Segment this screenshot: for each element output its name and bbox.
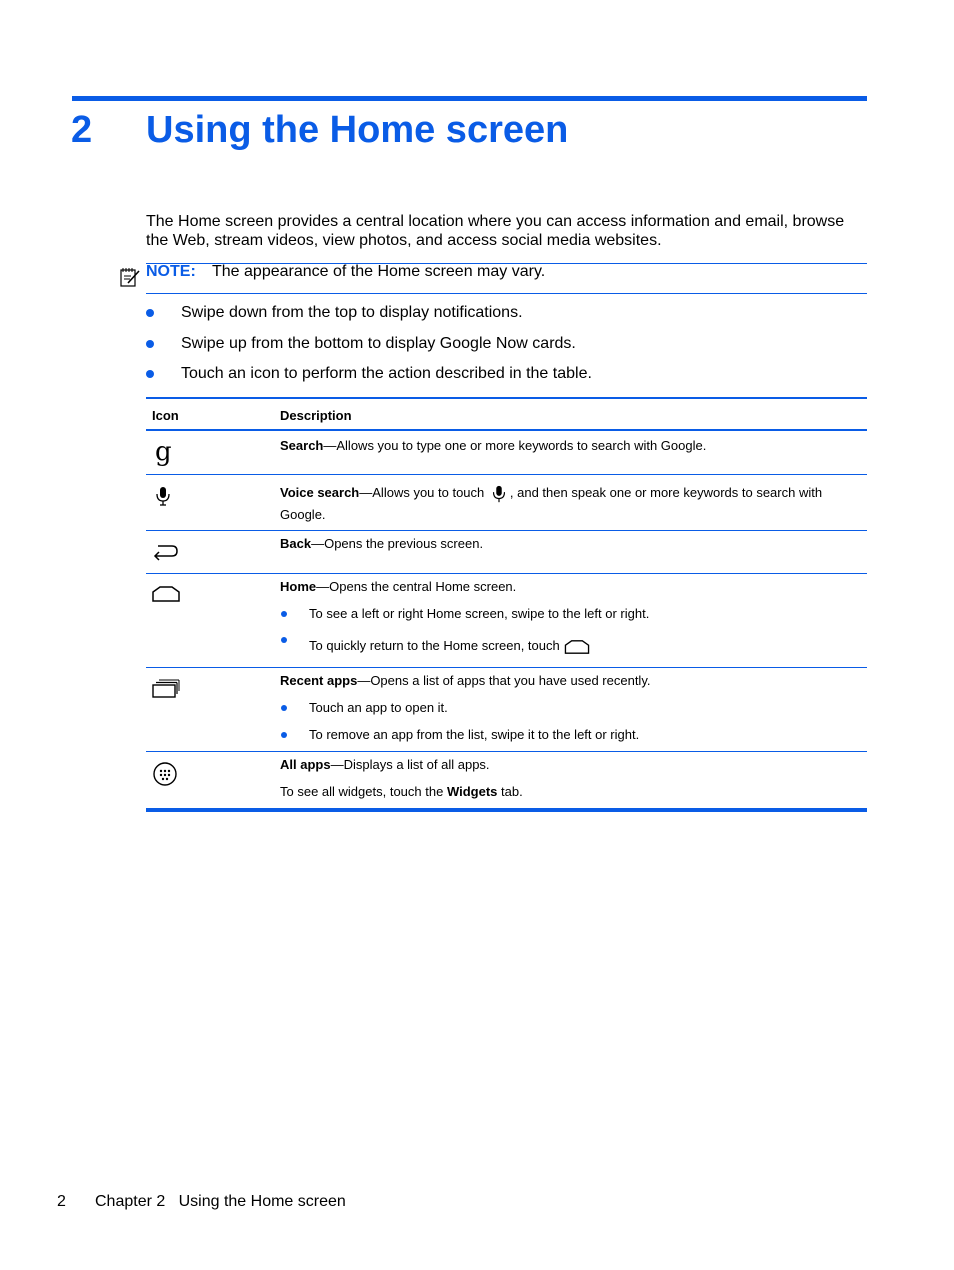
back-icon (152, 541, 180, 561)
list-item: To remove an app from the list, swipe it to the left or right. (280, 724, 860, 746)
row-title: Home (280, 579, 317, 594)
row-title: Search (280, 438, 324, 453)
intro-paragraph: The Home screen provides a central location where you can access information and email, browse the Web, stream videos, view photos, and access social media websites. (146, 213, 845, 249)
home-icon (152, 585, 180, 603)
list-item (146, 303, 592, 334)
header-icon-column: Icon (152, 408, 179, 423)
row-description: —Allows you to touch (359, 485, 485, 500)
table-row (146, 431, 867, 475)
row-description: —Opens the previous screen. (311, 536, 484, 551)
bullet-icon (281, 637, 287, 643)
table-header-row (146, 399, 867, 431)
widgets-tab-label: Widgets (446, 784, 498, 799)
list-item-text: Swipe up from the bottom to display Google Now cards. (181, 334, 576, 352)
row-description: Google. (280, 507, 326, 522)
list-item: To see a left or right Home screen, swipe to the left or right. (280, 603, 860, 625)
bullet-icon (146, 340, 154, 348)
recent-apps-icon (152, 679, 180, 699)
list-item: To quickly return to the Home screen, touch (280, 635, 860, 657)
row-title: Voice search (280, 485, 360, 500)
row-title: Back (280, 536, 312, 551)
note-icon (119, 266, 141, 288)
list-item: Touch an app to open it. (280, 697, 860, 719)
row-description: —Displays a list of all apps. (330, 757, 490, 772)
note-text: The appearance of the Home screen may vary. (212, 263, 546, 280)
bullet-icon (146, 309, 154, 317)
all-apps-icon (152, 761, 178, 787)
row-description: —Opens a list of apps that you have used recently. (357, 673, 651, 688)
list-item (146, 334, 592, 365)
row-description: —Opens the central Home screen. (316, 579, 517, 594)
footer-chapter-label: Chapter 2 Using the Home screen (95, 1193, 346, 1210)
table-row (146, 475, 867, 531)
instruction-list (146, 303, 592, 395)
microphone-icon (488, 484, 510, 504)
note-box (146, 263, 867, 294)
bullet-icon (281, 705, 287, 711)
microphone-icon (152, 485, 174, 507)
google-search-icon (152, 439, 174, 467)
list-item-text: Touch an icon to perform the action described in the table. (181, 365, 592, 382)
chapter-rule (72, 96, 867, 101)
chapter-number: 2 (71, 109, 93, 151)
row-title: All apps (280, 757, 331, 772)
table-row (146, 531, 867, 574)
bullet-icon (146, 370, 154, 378)
row-description: —Allows you to type one or more keywords to search with Google. (323, 438, 707, 453)
bullet-icon (281, 732, 287, 738)
list-item-text: Swipe down from the top to display notifications. (181, 304, 523, 321)
home-icon (563, 639, 591, 655)
row-description: , and then speak one or more keywords to search with (509, 485, 823, 500)
svg-text:g: g (155, 439, 172, 467)
table-row (146, 668, 867, 752)
table-row: All apps—Displays a list of all apps. To see all widgets, touch the Widgets tab. (146, 752, 867, 808)
row-title: Recent apps (280, 673, 358, 688)
bullet-icon (281, 611, 287, 617)
page-number: 2 (57, 1193, 66, 1210)
chapter-title: Using the Home screen (146, 109, 569, 151)
table-row (146, 574, 867, 668)
header-description-column: Description (280, 408, 352, 423)
list-item (146, 364, 592, 395)
icon-table (146, 397, 867, 812)
note-label: NOTE: (146, 263, 196, 280)
